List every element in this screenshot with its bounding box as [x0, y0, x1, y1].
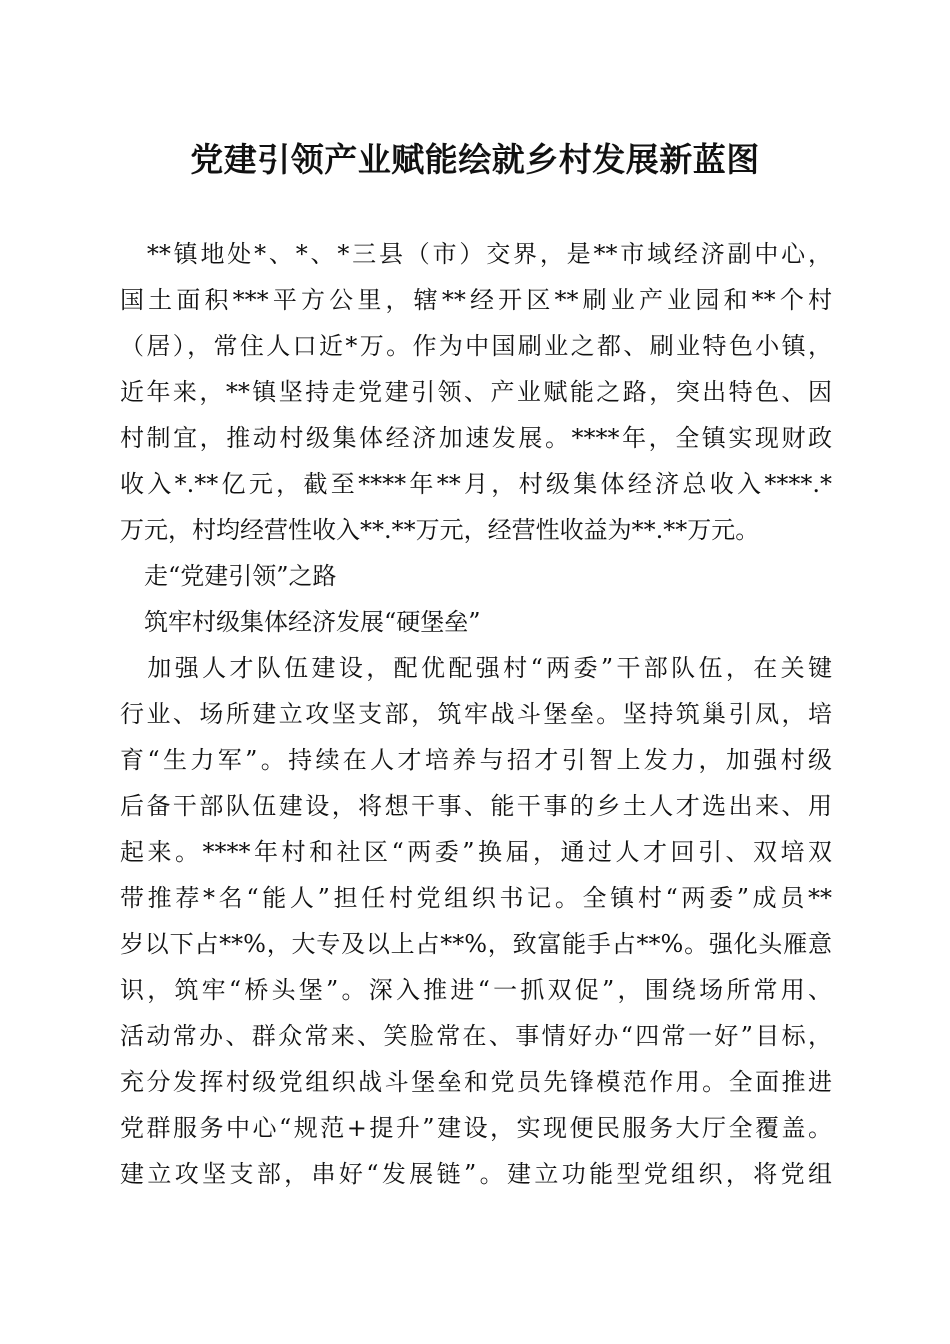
paragraph-line: 起来。****年村和社区“两委”换届，通过人才回引、双培双 [120, 838, 832, 866]
paragraph-line: 充分发挥村级党组织战斗堡垒和党员先锋模范作用。全面推进 [120, 1068, 832, 1096]
paragraph-line: 后备干部队伍建设，将想干事、能干事的乡土人才选出来、用 [120, 792, 832, 820]
paragraph-line: 岁以下占**%，大专及以上占**%，致富能手占**%。强化头雁意 [120, 930, 832, 958]
paragraph-line: 加强人才队伍建设，配优配强村“两委”干部队伍，在关键 [120, 654, 832, 682]
paragraph-line: 国土面积***平方公里，辖**经开区**刷业产业园和**个村 [120, 286, 832, 314]
paragraph-line: 建立攻坚支部，串好“发展链”。建立功能型党组织，将党组 [120, 1160, 832, 1188]
paragraph-line: 行业、场所建立攻坚支部，筑牢战斗堡垒。坚持筑巢引凤，培 [120, 700, 832, 728]
paragraph-line: 万元，村均经营性收入**.**万元，经营性收益为**.**万元。 [120, 516, 760, 544]
paragraph-line: **镇地处*、*、*三县（市）交界，是**市域经济副中心， [120, 240, 832, 268]
section-subheading: 筑牢村级集体经济发展“硬堡垒” [120, 608, 481, 636]
paragraph-line: 近年来，**镇坚持走党建引领、产业赋能之路，突出特色、因 [120, 378, 832, 406]
paragraph-line: 党群服务中心“规范+提升”建设，实现便民服务大厅全覆盖。 [120, 1114, 832, 1142]
paragraph-line: 识，筑牢“桥头堡”。深入推进“一抓双促”，围绕场所常用、 [120, 976, 832, 1004]
paragraph-line: 育“生力军”。持续在人才培养与招才引智上发力，加强村级 [120, 746, 832, 774]
section-heading: 走“党建引领”之路 [120, 562, 337, 590]
paragraph-line: 村制宜，推动村级集体经济加速发展。****年，全镇实现财政 [120, 424, 832, 452]
paragraph-line: 带推荐*名“能人”担任村党组织书记。全镇村“两委”成员** [120, 884, 832, 912]
paragraph-line: 活动常办、群众常来、笑脸常在、事情好办“四常一好”目标， [120, 1022, 832, 1050]
paragraph-line: （居），常住人口近*万。作为中国刷业之都、刷业特色小镇， [120, 332, 832, 360]
document-title: 党建引领产业赋能绘就乡村发展新蓝图 [190, 140, 760, 179]
paragraph-line: 收入*.**亿元，截至****年**月，村级集体经济总收入****.* [120, 470, 832, 498]
